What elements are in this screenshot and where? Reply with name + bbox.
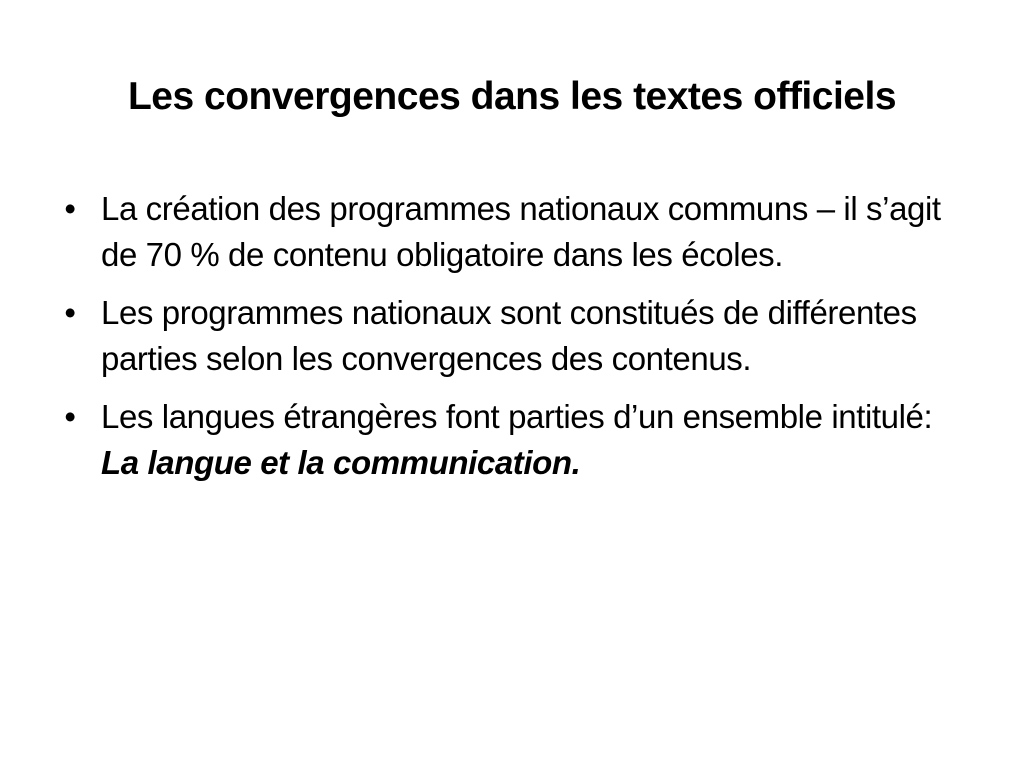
bullet-text: La création des programmes nationaux communs – il s’agit de 70 % de contenu obligatoire dans les écoles.	[101, 190, 941, 273]
bullet-item	[60, 394, 960, 486]
bullet-text: Les programmes nationaux sont constitués de différentes parties selon les convergences des contenus.	[101, 294, 917, 377]
bullet-dot-icon: •	[64, 294, 76, 331]
bullet-item	[60, 290, 960, 382]
slide-title: Les convergences dans les textes officiels	[127, 75, 897, 118]
bullet-item	[60, 186, 960, 278]
bullet-list	[60, 186, 960, 498]
bullet-dot-icon: •	[64, 190, 76, 227]
bullet-emphasis: La langue et la communication.	[101, 444, 581, 481]
bullet-dot-icon: •	[64, 398, 76, 435]
bullet-text: Les langues étrangères font parties d’un ensemble intitulé:	[101, 398, 933, 435]
